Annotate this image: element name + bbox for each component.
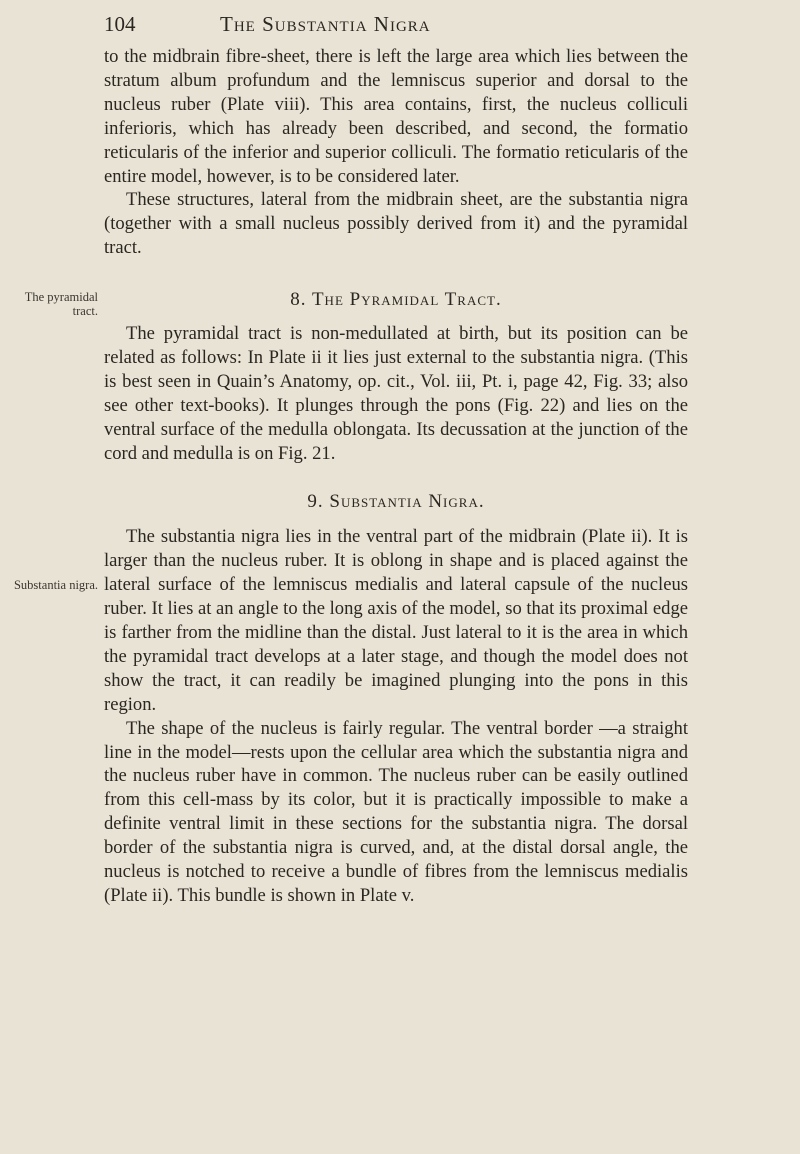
margin-note-substantia-nigra: Substantia nigra. <box>13 578 98 592</box>
paragraph: The pyramidal tract is non-medullated at birth, but its position can be related as follows: In Plate ii it lies just external to the substantia nigra. (This is best seen in Quain’s Anatomy, op. cit., Vol. iii, Pt. i, page 42, Fig. 33; also see other text-books). It plunges through the pons (Fig. 22) and lies on the ventral surface of the medulla oblongata. Its decussation at the junction of the cord and medulla is on Fig. 21. <box>104 323 688 464</box>
paragraph: to the midbrain fibre-sheet, there is left the large area which lies between the stratum album profundum and the lemniscus superior and dorsal to the nucleus ruber (Plate viii). This area contains, first, the nucleus colliculi inferioris, which has already been described, and second, the formatio reticularis of the inferior and superior colliculi. The formatio reticularis of the entire model, however, is to be considered later. <box>104 46 688 187</box>
paragraph: The substantia nigra lies in the ventral part of the midbrain (Plate ii). It is larger than the nucleus ruber. It is oblong in shape and is placed against the lateral surface of the lemniscus medialis and lateral capsule of the nucleus ruber. It lies at an angle to the long axis of the model, so that its proximal edge is farther from the midline than the distal. Just lateral to it is the area in which the pyramidal tract develops at a later stage, and though the model does not show the tract, it can readily be imagined plunging into the pons in this region. <box>104 526 689 715</box>
paragraph: These structures, lateral from the midbrain sheet, are the substantia nigra (together with a small nucleus possibly derived from it) and the pyramidal tract. <box>104 189 688 259</box>
page-number: 104 <box>104 12 136 36</box>
page-header <box>104 12 694 42</box>
section-heading-9: 9. Substantia Nigra. <box>307 490 485 512</box>
paragraph: The shape of the nucleus is fairly regular. The ventral border —a straight line in the model—rests upon the cellular area which the substantia nigra and the nucleus ruber have in common. The nucleus ruber can be easily outlined from this cell-mass by its color, but it is practically impossible to make a definite ventral limit in these sections for the substantia nigra. The dorsal border of the substantia nigra is curved, and, at the distal dorsal angle, the nucleus is notched to receive a bundle of fibres from the lemniscus medialis (Plate ii). This bundle is shown in Plate v. <box>104 717 688 906</box>
margin-note-pyramidal-tract: The pyramidal tract. <box>24 290 98 318</box>
running-title: The Substantia Nigra <box>220 12 431 36</box>
body-text <box>104 45 688 908</box>
section-heading-8: 8. The Pyramidal Tract. <box>290 289 502 311</box>
